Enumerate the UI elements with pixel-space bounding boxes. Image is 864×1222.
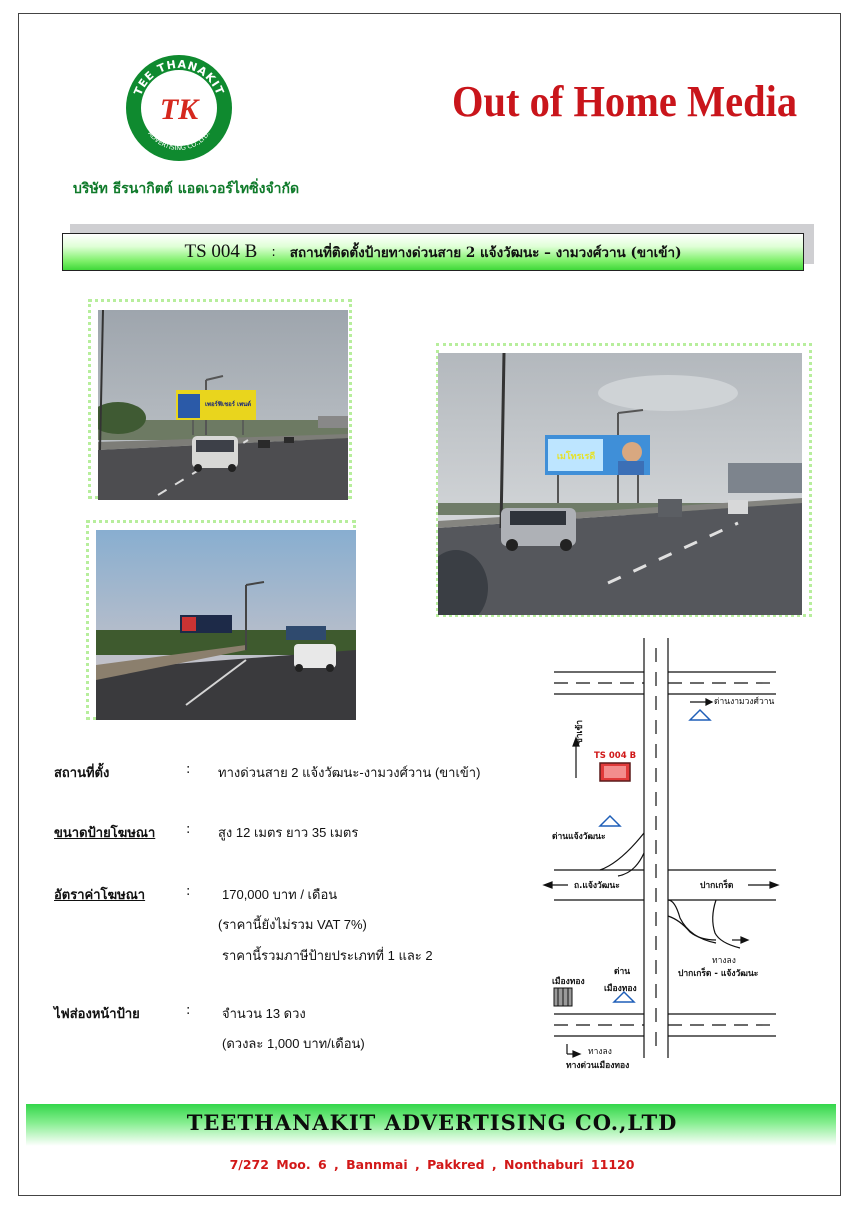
rate-value: 170,000 บาท / เดือน [222, 887, 338, 902]
map-label-pakkret: ปากเกร็ด [700, 881, 734, 891]
company-logo [124, 53, 234, 163]
map-label-toll-chaeng: ด่านแจ้งวัฒนะ [552, 832, 606, 842]
lights-label: ไฟส่องหน้าป้าย [54, 1007, 140, 1022]
location-value: ทางด่วนสาย 2 แจ้งวัฒนะ-งามวงศ์วาน (ขาเข้า) [218, 765, 481, 780]
location-map [540, 638, 800, 1078]
billboard-1-text: เพอร์ฟิเชอร์ เพนต์ [204, 401, 252, 408]
company-name-thai: บริษัท ธีรนากิตต์ แอดเวอร์ไทซิ่งจำกัด [73, 181, 300, 197]
billboard-photo-2 [436, 343, 812, 617]
footer-company-name: TEETHANAKIT ADVERTISING CO.,LTD [186, 1110, 678, 1135]
logo-monogram: TK [159, 93, 199, 126]
sign-code: TS 004 B [184, 241, 258, 262]
map-label-exit-1-dest: ปากเกร็ด - แจ้งวัฒนะ [678, 969, 759, 979]
rate-note-vat: (ราคานี้ยังไม่รวม VAT 7%) [218, 917, 367, 932]
logo-ring-text: TEE THANAKIT [131, 57, 227, 98]
map-label-toll-ngamwong: ด่านงามวงศ์วาน [714, 697, 775, 707]
map-label-toll-muang-1: ด่าน [614, 967, 631, 977]
footer-address: 7/272 Moo. 6 , Bannmai , Pakkred , Nonthaburi 11120 [229, 1157, 635, 1172]
map-label-exit-1: ทางลง [712, 956, 736, 966]
location-label: สถานที่ตั้ง [54, 766, 110, 781]
title-bar [62, 233, 804, 271]
billboard-2-text: เมโทรเรดี [556, 452, 596, 462]
rate-label: อัตราค่าโฆษณา [54, 888, 146, 903]
billboard-photo-3 [86, 520, 356, 720]
rate-colon: : [186, 884, 191, 899]
size-value: สูง 12 เมตร ยาว 35 เมตร [218, 825, 359, 840]
billboard-photo-1 [88, 299, 352, 499]
size-label: ขนาดป้ายโฆษณา [54, 826, 156, 841]
sign-location-title: สถานที่ติดตั้งป้ายทางด่วนสาย 2 แจ้งวัฒนะ – งามวงศ์วาน (ขาเข้า) [289, 245, 682, 261]
size-colon: : [186, 822, 191, 837]
map-label-muangthong: เมืองทอง [552, 977, 585, 987]
lights-value: จำนวน 13 ดวง [222, 1006, 306, 1021]
rate-note-tax: ราคานี้รวมภาษีป้ายประเภทที่ 1 และ 2 [222, 948, 433, 963]
map-label-exit-2: ทางลง [588, 1047, 612, 1057]
map-label-toll-muang-2: เมืองทอง [604, 984, 637, 994]
logo-ring-text-bottom: ADVERTISING CO.,LTD. [146, 129, 212, 153]
location-colon: : [186, 762, 191, 777]
map-label-sign-code: TS 004 B [594, 751, 637, 761]
title-colon: : [271, 244, 276, 260]
map-label-inbound: ขาเข้า [575, 719, 585, 745]
lights-colon: : [186, 1003, 191, 1018]
tagline: Out of Home Media [452, 77, 798, 126]
lights-note: (ดวงละ 1,000 บาท/เดือน) [222, 1036, 365, 1051]
map-label-chaeng-road: ถ.แจ้งวัฒนะ [574, 881, 620, 891]
map-label-exit-2-dest: ทางด่วนเมืองทอง [566, 1061, 630, 1071]
